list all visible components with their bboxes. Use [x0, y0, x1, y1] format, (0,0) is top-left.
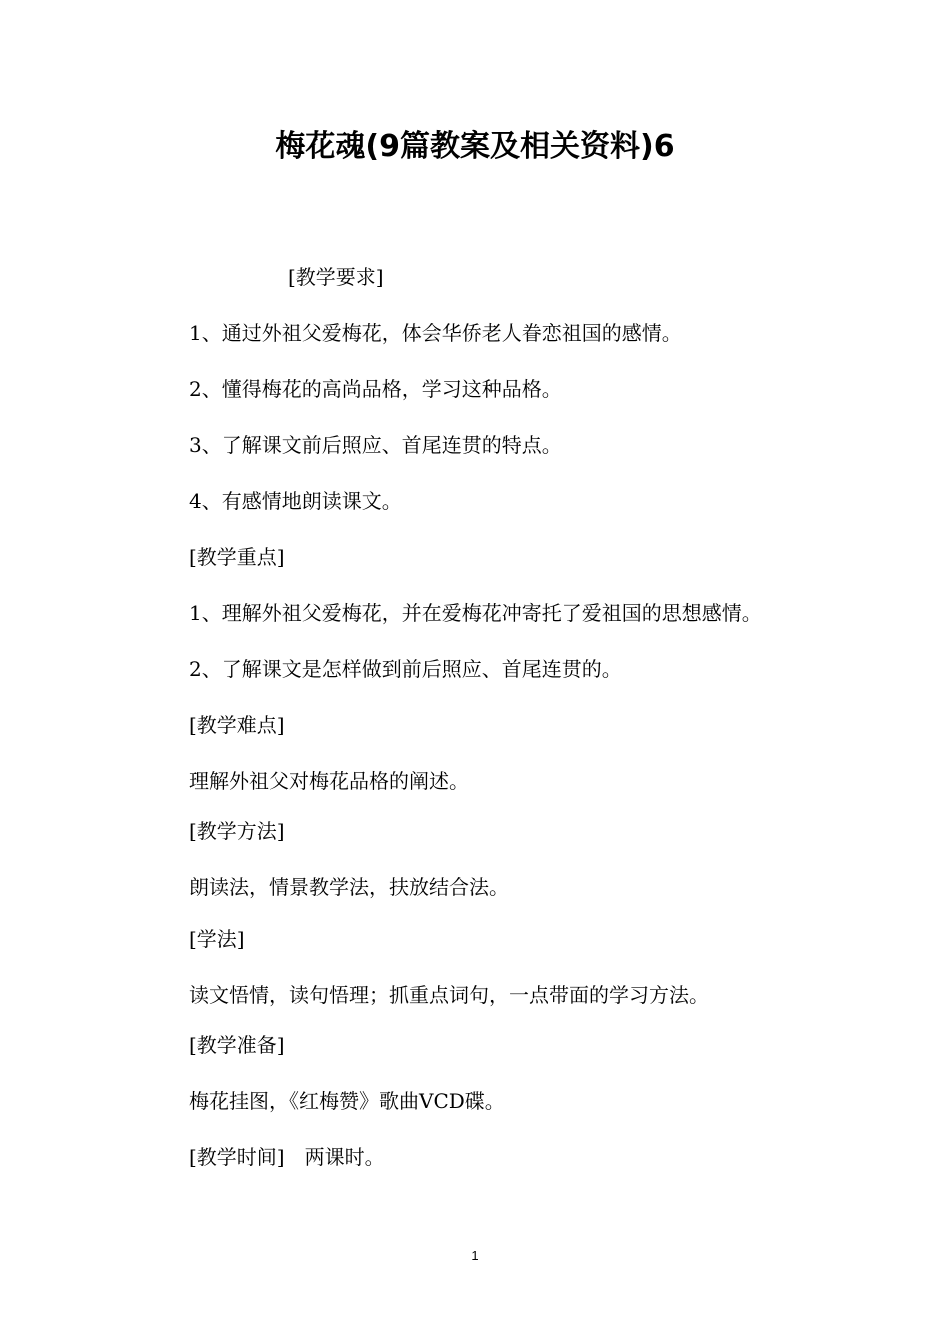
teaching-methods-text: 朗读法，情景教学法，扶放结合法。 — [189, 875, 509, 899]
preparation-text: 梅花挂图，《红梅赞》歌曲VCD碟。 — [189, 1089, 505, 1113]
section-heading-difficulties: [教学难点] — [189, 713, 285, 737]
requirement-item-3: 3、了解课文前后照应、首尾连贯的特点。 — [189, 433, 562, 457]
section-heading-preparation: [教学准备] — [189, 1033, 285, 1057]
section-heading-learning-methods: [学法] — [189, 927, 245, 951]
key-point-item-2: 2、了解课文是怎样做到前后照应、首尾连贯的。 — [189, 657, 622, 681]
key-point-item-1: 1、理解外祖父爱梅花，并在爱梅花冲寄托了爱祖国的思想感情。 — [189, 601, 762, 625]
requirement-item-4: 4、有感情地朗读课文。 — [189, 489, 402, 513]
section-heading-teaching-time: [教学时间] 两课时。 — [189, 1145, 385, 1169]
requirement-item-2: 2、懂得梅花的高尚品格，学习这种品格。 — [189, 377, 562, 401]
document-title: 梅花魂(9篇教案及相关资料)6 — [275, 129, 675, 164]
section-heading-key-points: [教学重点] — [189, 545, 285, 569]
learning-methods-text: 读文悟情，读句悟理；抓重点词句，一点带面的学习方法。 — [189, 983, 709, 1007]
page-number: 1 — [471, 1248, 479, 1263]
section-heading-teaching-methods: [教学方法] — [189, 819, 285, 843]
section-heading-teaching-requirements: [教学要求] — [288, 265, 384, 289]
difficulty-text: 理解外祖父对梅花品格的阐述。 — [189, 769, 469, 793]
requirement-item-1: 1、通过外祖父爱梅花，体会华侨老人眷恋祖国的感情。 — [189, 321, 682, 345]
